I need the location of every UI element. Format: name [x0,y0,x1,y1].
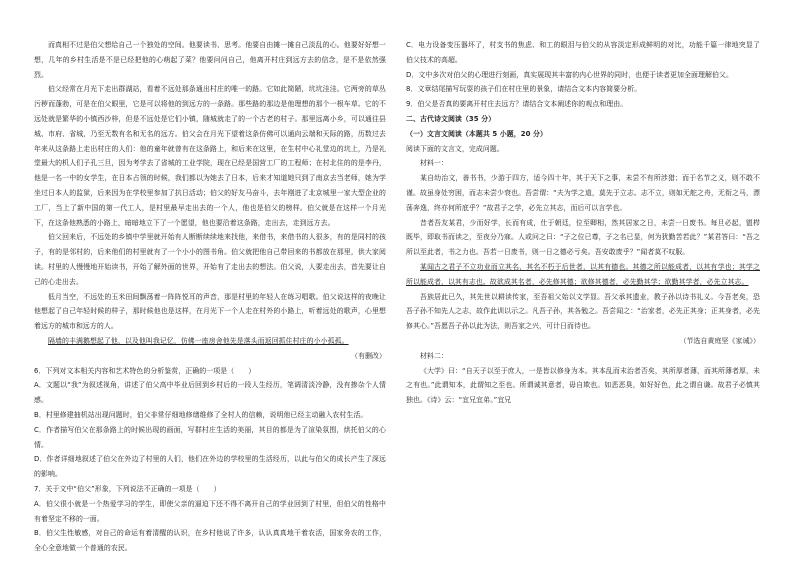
question-6-option-a: A．文题以“我”为叙述视角，讲述了伯父高中毕业后回到乡村后的一段人生经历，笔调清淡冷静，没有掺杂个人情感。 [34,381,386,405]
story-paragraph-underlined: 隔墙的丰满鹅想起了他，以及他叫我记忆，仿佛一座房舍他先是落头而返回抓住村庄的小小孤孤。 [48,336,349,345]
section-heading: 二、古代诗文阅读（35 分） [406,114,496,123]
story-paragraph-1: 而真相不过是伯父想给自己一个独处的空间。他要读书、思考。他要自由摊一摊自己淡乱的心。他要好好想一想，几年的乡村生活是不是已经把他的心萌起了菜？他要问问自己，他离开村庄到远方去的信念，是不是依然强烈。 [34,41,386,79]
story-paragraph-2: 伯父经常在月光下走出群湖站，看着不远处那条通出村庄的唯一的路。它如此简陋，坑坑洼洼。它两旁的草丛污秽而蓬勃，可是在伯父眼里，它是可以将他的到远方的一条路。那些路的那边是他理想的那个一根车草。它的不远处就是繁华的小镇西沙梓，但是不远处是它们小镇，随城就走了的一个古老的村子。那里远离小乡，可以通往县城、市府、省城，乃至无数有名和无名的远方。伯父会在月光下望着这条仿佛可以通向云端和天际的路，历数过去年来从这条路上走出村庄的人们：他的童年就曾有在这条路上，和后来在这里，在生村中心礼堂边的坑上，乃是礼堂最大的机人们子孔三旦，因为考学去了省城的工业学院，现在已经是国营工厂的工程师；在村北住的的是李丹，他是一名一中的女学生，在日本占领的时候，我们都以为她去了日本，后来才知道她只到了南京去当老师，她为学坐过日本人的监狱，后来因为在学校里参加了抗日活动；伯父的好友马奋斗，去年刚进了北京城里一家大型企业的工厂，当上了新中国的第一代工人，是村里最早走出去的一个人，他也是伯父的榜样。伯父就是在这样一个月光下，在这条他熟悉的小路上，暗暗地立下了一个愿望，他也要沿着这条路，走出去，走到远方去。 [34,85,386,227]
left-column [34,38,386,556]
question-7-option-d: D．文中多次对伯父的心理进行刻画，真实展现其丰富的内心世界的同时，也便于读者更加全面理解伯父。 [406,70,733,79]
material-1-paragraph-4: 吾族居此已久，其先世以耕读传家，至吾祖父始以文学显。吾父承其遗业，教子孙以诗书礼义。今吾老矣，恐吾子孙不知先人之志，故作此训以示之。凡吾子孙，其各勉之。吾尝闻之：“治家者，必先正其身；正其身者，必先修其心。”吾愿吾子孙以此为法，则吾家之兴，可计日而待也。 [406,292,760,331]
question-7: 7．关于文中“伯父”形象，下列说法不正确的一项是（ ） [34,484,221,493]
material-1-paragraph-2: 昔者吾友某君，少而好学，长而有成，仕于朝廷，位至卿相，然其居家之日，未尝一日废书。每旦必起，盥栉既毕，即取书而读之，至夜分乃寐。人或问之曰：“子之位已尊，子之名已显，何为犹勤苦若此？”某君答曰：“吾之所以至此者，书之力也。吾若一日废书，则一日之德必亏矣。吾安敢废乎？”闻者莫不叹服。 [406,218,760,257]
story-paragraph-4: 低月当空，不远处的玉米田间飘荡着一阵阵悦耳的声音，那是村里的年轻人在练习唱歌。伯父说这样的夜晚让他想起了自己年轻时候的样子，那时候他也是这样，在月光下一个人走在村外的小路上，听着远处的歌声，心里想着远方的城市和远方的人。 [34,292,386,331]
material-2-label: 材料二： [420,351,448,360]
material-1-paragraph-3: 某闻古之君子不立功业而立其名，其名不朽于后世者，以其有德也。其德之所以能成者，以其有学也；其学之所以能成者，以其有志也。故欲成其名者，必先修其德；欲修其德者，必先勤其学；欲勤其学者，必先立其志。 [406,262,760,286]
right-column [406,38,760,408]
question-9: 9．伯父是否真的要离开村庄去远方？请结合文本阐述你的观点和理由。 [406,100,628,109]
material-1-paragraph-1: 某自幼治文，善书书，少游于四方，适今四十年，其于天下之事，未尝不有所涉猎；而于名节之义，则不敢不谨。故虽身处穷困，而志未尝少衰也。吾尝谓：“夫为学之道，莫先于立志。志不立，则如无舵之舟，无衔之马，漂荡奔逸，终亦何所底乎？”故君子之学，必先立其志，而后可以言学也。 [406,174,760,212]
material-1-source: （节选自黄庭坚《家诫》） [679,336,760,345]
story-paragraph-3: 伯父回来后，不远处的乡镇中学里就开始有人断断续续地来找他，来借书，来借书的人很多，有的是同村的孩子，有的是邻村的，后来他们的村里就有了一个小小的图书角。伯父就把他自己带回来的书都放在那里，供大家阅读。村里的人慢慢地开始读书，开始了解外面的世界，开始有了走出去的想法。伯父说，人要走出去，首先要让自己的心走出去。 [34,233,386,286]
question-7-option-a: A．伯父很小就是一个热爱学习的学生，即使父亲的逼迫下还不得不离开自己的学业回到了村里，但伯父的性格中有着坚定不移的一面。 [34,499,386,523]
question-6-option-b: B．村里修建抽机站出现问题时，伯父非常仔细地修缮维修了全村人的信赖，说明他已经主动融入农村生活。 [34,410,368,419]
source-note: （有删改） [351,351,386,360]
question-6: 6．下列对文本相关内容和艺术特色的分析鉴赏，正确的一项是（ ） [34,366,256,375]
question-7-option-c: C．电力设备变压器坏了，村支书的焦虑、和工的眼泪与伯父的从容淡定形成鲜明的对比，功能千篇一律地突显了伯父技术的高超。 [406,41,760,64]
question-6-option-d: D．作者详细地叙述了伯父在外边了村里的人们，他们在外边的学校里的生活经历，以此与伯父的成长产生了深远的影响。 [34,455,386,479]
question-6-option-c: C．作者描写伯父在那条路上的时候出现的画面，写群村庄生活的美丽，其目的都是为了渲染氛围，烘托伯父的心情。 [34,425,386,449]
reading-instruction: 阅读下面的文言文，完成问题。 [406,144,504,153]
subsection-heading: （一）文言文阅读（本题共 5 小题，20 分） [406,129,548,138]
material-1-label: 材料一： [420,159,448,168]
question-7-option-b: B．伯父生性敏感，对自己的命运有着清醒的认识，在乡村他说了许多，认认真真地干着农活，国家务农的工作，全心全意地做一个普通的农民。 [34,529,386,553]
question-8: 8．文章结尾描写玩耍的孩子们在村庄里的景象，请结合文本内容简要分析。 [406,85,642,94]
material-2-paragraph-1: 《大学》曰：“自天子以至于庶人，一是皆以修身为本。其本乱而末治者否矣，其所厚者薄，而其所薄者厚，未之有也。”此谓知本，此谓知之至也。所谓诚其意者，毋自欺也。如恶恶臭，如好好色，此之谓自谦。故君子必慎其独也。《诗》云：“宜兄宜弟。”宜兄 [406,366,760,405]
